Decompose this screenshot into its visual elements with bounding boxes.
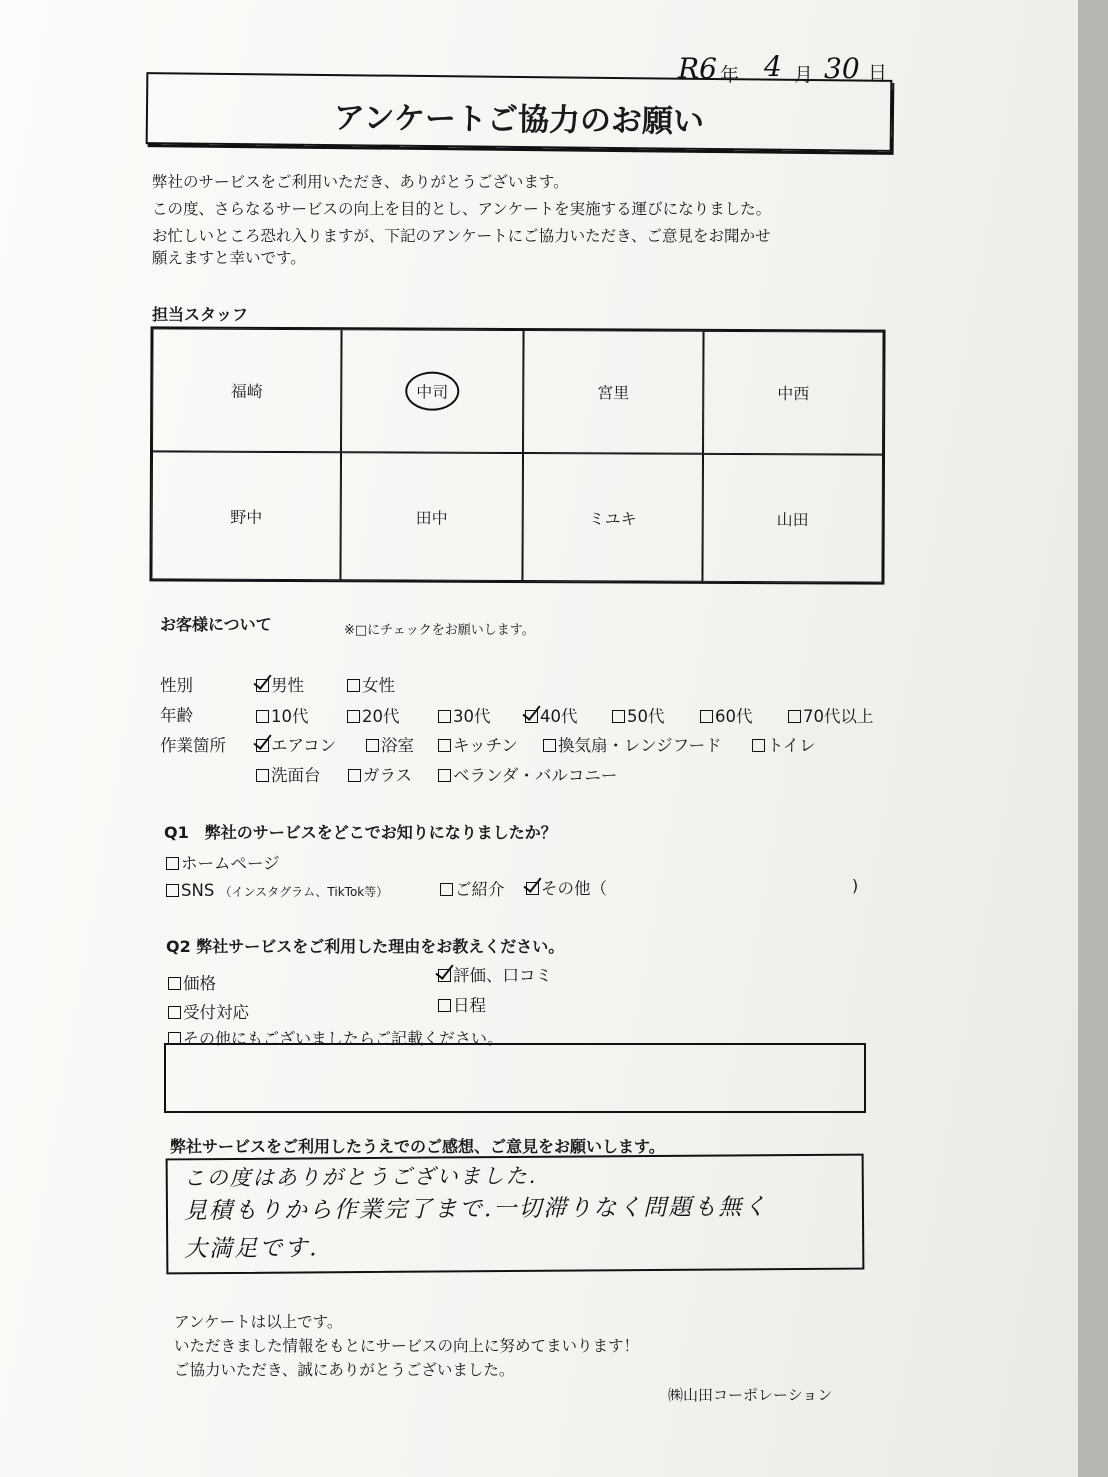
feedback-textbox[interactable] (166, 1154, 865, 1275)
checkbox[interactable] (347, 679, 360, 692)
age-option-30s[interactable]: 30代 (438, 703, 491, 727)
checkbox[interactable] (256, 769, 269, 782)
checkbox-checked[interactable] (256, 679, 269, 692)
staff-cell[interactable] (151, 451, 341, 580)
q1-sns-note: （インスタグラム、TikTok等） (219, 885, 389, 899)
staff-name: 宮里 (597, 383, 630, 403)
q2-option-reception[interactable]: 受付対応 (168, 999, 249, 1023)
checkbox[interactable] (438, 710, 451, 723)
staff-cell[interactable] (522, 453, 703, 582)
q1-option-homepage[interactable]: ホームページ (166, 850, 280, 874)
age-option-20s[interactable]: 20代 (347, 703, 400, 727)
feedback-line-3: 大満足です. (184, 1235, 319, 1263)
date-era-year: R6 (678, 52, 717, 85)
staff-label: 担当スタッフ (152, 305, 249, 324)
age-option-60s[interactable]: 60代 (700, 703, 753, 727)
checkbox[interactable] (256, 710, 269, 723)
company-name: ㈱山田コーポレーション (668, 1386, 833, 1404)
date-day-unit: 日 (868, 62, 888, 84)
staff-cell[interactable] (340, 452, 523, 581)
checkbox[interactable] (788, 710, 801, 723)
checkbox[interactable] (347, 710, 360, 723)
q2-title: Q2 弊社サービスをご利用した理由をお教えください。 (166, 937, 565, 956)
outro-line-2: いただきました情報をもとにサービスの向上に努めてまいります！ (174, 1337, 640, 1355)
q2-option-other[interactable]: その他にもございましたらご記載ください。 (168, 1026, 503, 1049)
q2-other-textbox[interactable] (164, 1043, 866, 1113)
work-option-aircon[interactable]: エアコン (256, 732, 336, 756)
outro-line-1: アンケートは以上です。 (174, 1313, 343, 1331)
checkbox[interactable] (438, 999, 451, 1012)
page-title: アンケートご協力のお願い (333, 100, 705, 140)
gender-label: 性別 (160, 676, 193, 695)
intro-line-4: 願えますと幸いです。 (152, 249, 306, 267)
checkbox-checked[interactable] (438, 969, 451, 982)
work-area-label: 作業箇所 (160, 736, 226, 755)
work-option-glass[interactable]: ガラス (348, 762, 412, 786)
checkbox[interactable] (366, 739, 379, 752)
date-month-unit: 月 (794, 64, 814, 86)
checkbox[interactable] (168, 1006, 181, 1019)
work-option-toilet[interactable]: トイレ (752, 732, 816, 756)
date-month: 4 (764, 50, 782, 83)
checkbox[interactable] (438, 769, 451, 782)
staff-name: ミユキ (588, 508, 637, 529)
checkbox-checked[interactable] (526, 882, 539, 895)
customer-label: お客様について (160, 615, 272, 634)
checkbox[interactable] (438, 739, 451, 752)
checkbox[interactable] (752, 739, 765, 752)
work-option-range-hood[interactable]: 換気扇・レンジフード (543, 732, 722, 756)
checkbox[interactable] (700, 710, 713, 723)
q1-other-close: ) (852, 876, 859, 895)
work-option-balcony[interactable]: ベランダ・バルコニー (438, 762, 617, 786)
checkbox-checked[interactable] (256, 739, 269, 752)
gender-option-male[interactable]: 男性 (256, 672, 304, 696)
q1-option-sns[interactable]: SNS （インスタグラム、TikTok等） (166, 881, 388, 900)
checkbox[interactable] (543, 739, 556, 752)
intro-line-3: お忙しいところ恐れ入りますが、下記のアンケートにご協力いただき、ご意見をお聞かせ (152, 227, 771, 245)
q1-title: Q1 弊社のサービスをどこでお知りになりましたか？ (164, 823, 557, 842)
staff-cell-selected[interactable] (341, 329, 524, 453)
q2-option-schedule[interactable]: 日程 (438, 992, 486, 1016)
feedback-line-2: 見積もりから作業完了まで.一切滞りなく問題も無く (183, 1194, 769, 1225)
age-option-70s-plus[interactable]: 70代以上 (788, 703, 874, 727)
q2-option-review[interactable]: 評価、口コミ (438, 962, 552, 986)
work-option-kitchen[interactable]: キッチン (438, 732, 518, 756)
gender-option-female[interactable]: 女性 (347, 672, 395, 696)
checkbox[interactable] (612, 710, 625, 723)
staff-cell[interactable] (523, 330, 704, 454)
checkbox[interactable] (440, 883, 453, 896)
staff-name: 福崎 (230, 381, 263, 401)
checkbox[interactable] (166, 857, 179, 870)
staff-name: 山田 (776, 509, 809, 529)
staff-name: 中西 (777, 384, 810, 404)
staff-name: 田中 (415, 508, 448, 528)
work-option-washstand[interactable]: 洗面台 (256, 762, 321, 786)
age-option-10s[interactable]: 10代 (256, 703, 309, 727)
date-day: 30 (824, 52, 860, 85)
feedback-line-1: この度はありがとうございました. (183, 1163, 538, 1191)
outro-line-3: ご協力いただき、誠にありがとうございました。 (174, 1361, 515, 1379)
staff-grid (149, 326, 885, 584)
intro-line-1: 弊社のサービスをご利用いただき、ありがとうございます。 (152, 173, 569, 191)
q1-option-referral[interactable]: ご紹介 (440, 876, 505, 900)
staff-cell[interactable] (152, 328, 342, 452)
staff-cell[interactable] (702, 454, 883, 583)
checkbox[interactable] (166, 884, 179, 897)
intro-line-2: この度、さらなるサービスの向上を目的とし、アンケートを実施する運びになりました。 (152, 200, 772, 218)
staff-name: 野中 (230, 507, 263, 527)
check-note: ※□にチェックをお願いします。 (344, 623, 535, 638)
title-box (146, 72, 893, 152)
date-year-unit: 年 (720, 64, 740, 86)
q1-option-other[interactable]: その他（ (526, 875, 607, 899)
feedback-label: 弊社サービスをご利用したうえでのご感想、ご意見をお願いします。 (170, 1137, 665, 1156)
q2-option-price[interactable]: 価格 (168, 970, 216, 994)
work-option-bathroom[interactable]: 浴室 (366, 732, 414, 756)
age-option-40s[interactable]: 40代 (525, 703, 578, 727)
checkbox[interactable] (168, 977, 181, 990)
checkbox-checked[interactable] (525, 710, 538, 723)
age-label: 年齢 (160, 706, 193, 725)
staff-cell[interactable] (703, 331, 884, 455)
staff-name-circled: 中司 (405, 372, 459, 411)
age-option-50s[interactable]: 50代 (612, 703, 665, 727)
checkbox[interactable] (348, 769, 361, 782)
